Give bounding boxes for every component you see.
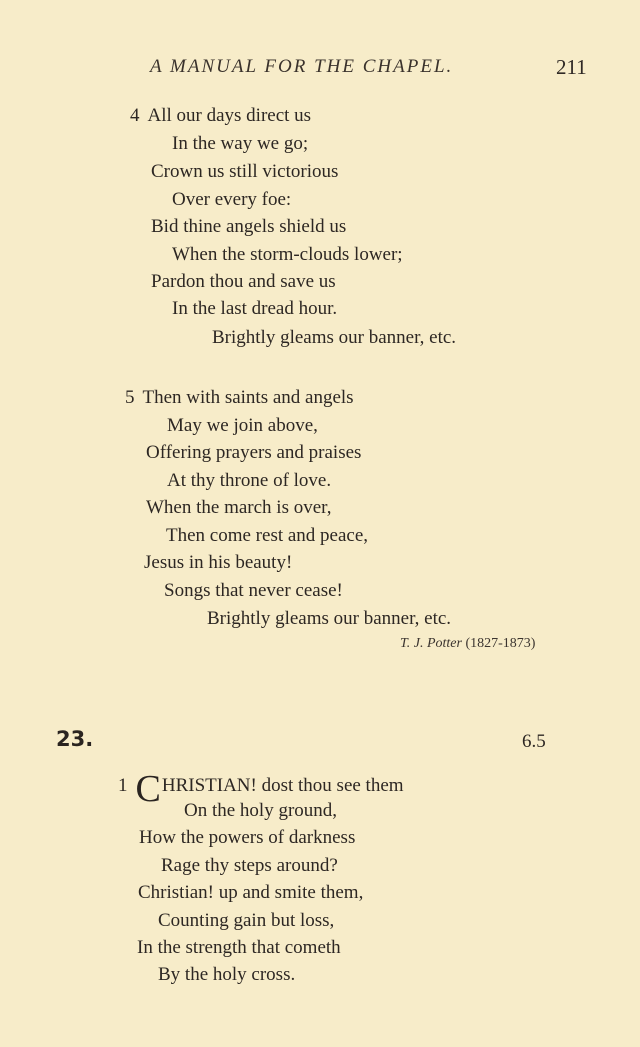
stanza-4-line-7: Pardon thou and save us [151, 271, 336, 292]
verse-text: Then with saints and angels [142, 387, 354, 408]
verse-text: All our days direct us [147, 105, 312, 126]
stanza-4-line-2: In the way we go; [172, 133, 309, 154]
author-name: T. J. Potter [400, 636, 462, 651]
stanza-5-refrain: Brightly gleams our banner, etc. [207, 608, 452, 629]
drop-cap: C [135, 768, 161, 810]
author-dates: (1827-1873) [465, 636, 536, 651]
stanza-5-line-1 [125, 387, 354, 409]
author-attribution [400, 636, 535, 652]
stanza-4-line-8: In the last dread hour. [172, 298, 338, 319]
stanza-4-line-6: When the storm-clouds lower; [172, 244, 403, 265]
stanza-number: 5 [125, 387, 135, 408]
hymn-23-line-7: In the strength that cometh [137, 937, 341, 958]
running-header: A MANUAL FOR THE CHAPEL. [150, 56, 454, 77]
stanza-5-line-2: May we join above, [167, 415, 318, 436]
stanza-5-line-4: At thy throne of love. [167, 470, 332, 491]
stanza-5-line-6: Then come rest and peace, [166, 525, 369, 546]
stanza-4-line-4: Over every foe: [172, 189, 292, 210]
verse-text: HRISTIAN! dost thou see them [161, 775, 404, 796]
stanza-5-line-5: When the march is over, [146, 497, 332, 518]
hymn-23-line-4: Rage thy steps around? [161, 855, 338, 876]
hymn-23-line-6: Counting gain but loss, [158, 910, 335, 931]
stanza-number: 4 [130, 105, 140, 126]
hymn-number: 23. [56, 727, 94, 751]
hymn-meter: 6.5 [522, 731, 546, 752]
stanza-4-line-1 [130, 105, 311, 127]
stanza-4-line-5: Bid thine angels shield us [151, 216, 347, 237]
hymn-23-line-3: How the powers of darkness [139, 827, 356, 848]
hymn-23-line-2: On the holy ground, [184, 800, 338, 821]
stanza-5-line-7: Jesus in his beauty! [144, 552, 293, 573]
page-number: 211 [556, 55, 587, 79]
stanza-4-refrain: Brightly gleams our banner, etc. [212, 327, 457, 348]
stanza-5-line-8: Songs that never cease! [164, 580, 343, 601]
stanza-number: 1 [118, 775, 128, 796]
stanza-5-line-3: Offering prayers and praises [146, 442, 362, 463]
hymn-23-line-5: Christian! up and smite them, [138, 882, 364, 903]
hymn-23-line-8: By the holy cross. [158, 964, 296, 985]
stanza-4-line-3: Crown us still victorious [151, 161, 339, 182]
